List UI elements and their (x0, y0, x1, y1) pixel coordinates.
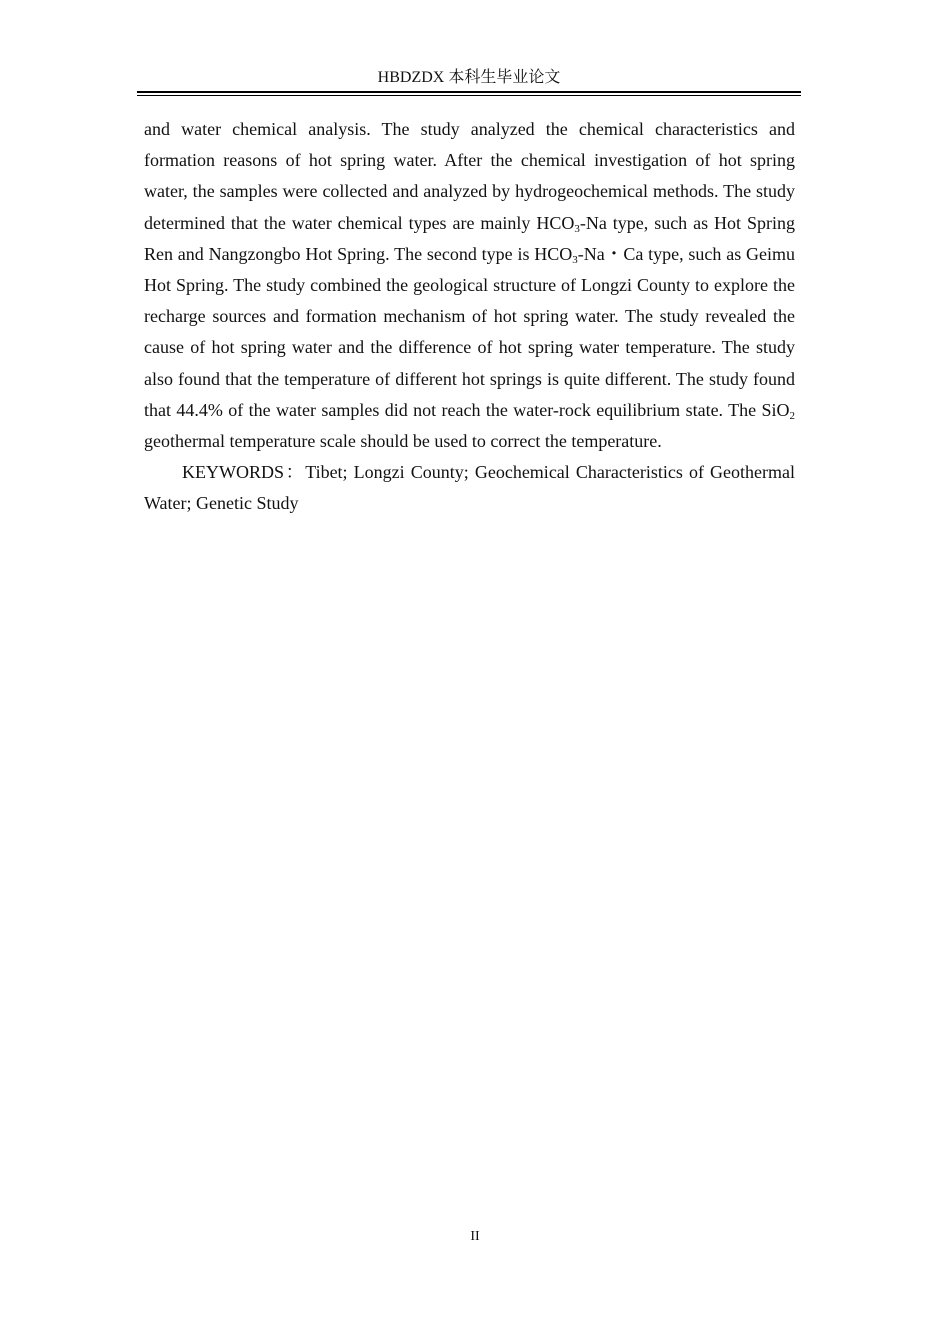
keywords-text: Tibet; Longzi County; Geochemical Characteristics of Geothermal Water; Genetic Study (144, 462, 795, 514)
abstract-text-2: -Na type, such as Hot Spring Ren and Nangzongbo Hot Spring. The second type is HCO (144, 212, 795, 264)
header-double-rule (137, 91, 801, 96)
abstract-text-3: -Na・Ca type, such as Geimu Hot Spring. The study combined the geological structure of Longzi County to explore the recharge sources and formation mechanism of hot spring water. The study revealed the cause of hot spring water and the difference of hot spring water temperature. The study also found that the temperature of different hot springs is quite different. The study found that 44.4% of the water samples did not reach the water-rock equilibrium state. The SiO (144, 243, 795, 420)
abstract-paragraph (144, 114, 795, 457)
subscript-2: 2 (789, 409, 795, 422)
abstract-text-4: geothermal temperature scale should be used to correct the temperature. (144, 431, 662, 452)
abstract-body (144, 114, 795, 520)
page-number: II (470, 1229, 480, 1244)
subscript-3: 3 (574, 222, 580, 235)
keywords-paragraph (144, 457, 795, 519)
subscript-3: 3 (572, 253, 578, 266)
keywords-label: KEYWORDS： (182, 462, 306, 483)
running-header: HBDZDX 本科生毕业论文 (377, 69, 561, 86)
abstract-text-1: and water chemical analysis. The study analyzed the chemical characteristics and formation reasons of hot spring water. After the chemical investigation of hot spring water, the samples were collected and analyzed by hydrogeochemical methods. The study determined that the water chemical types are mainly HCO (144, 119, 795, 233)
